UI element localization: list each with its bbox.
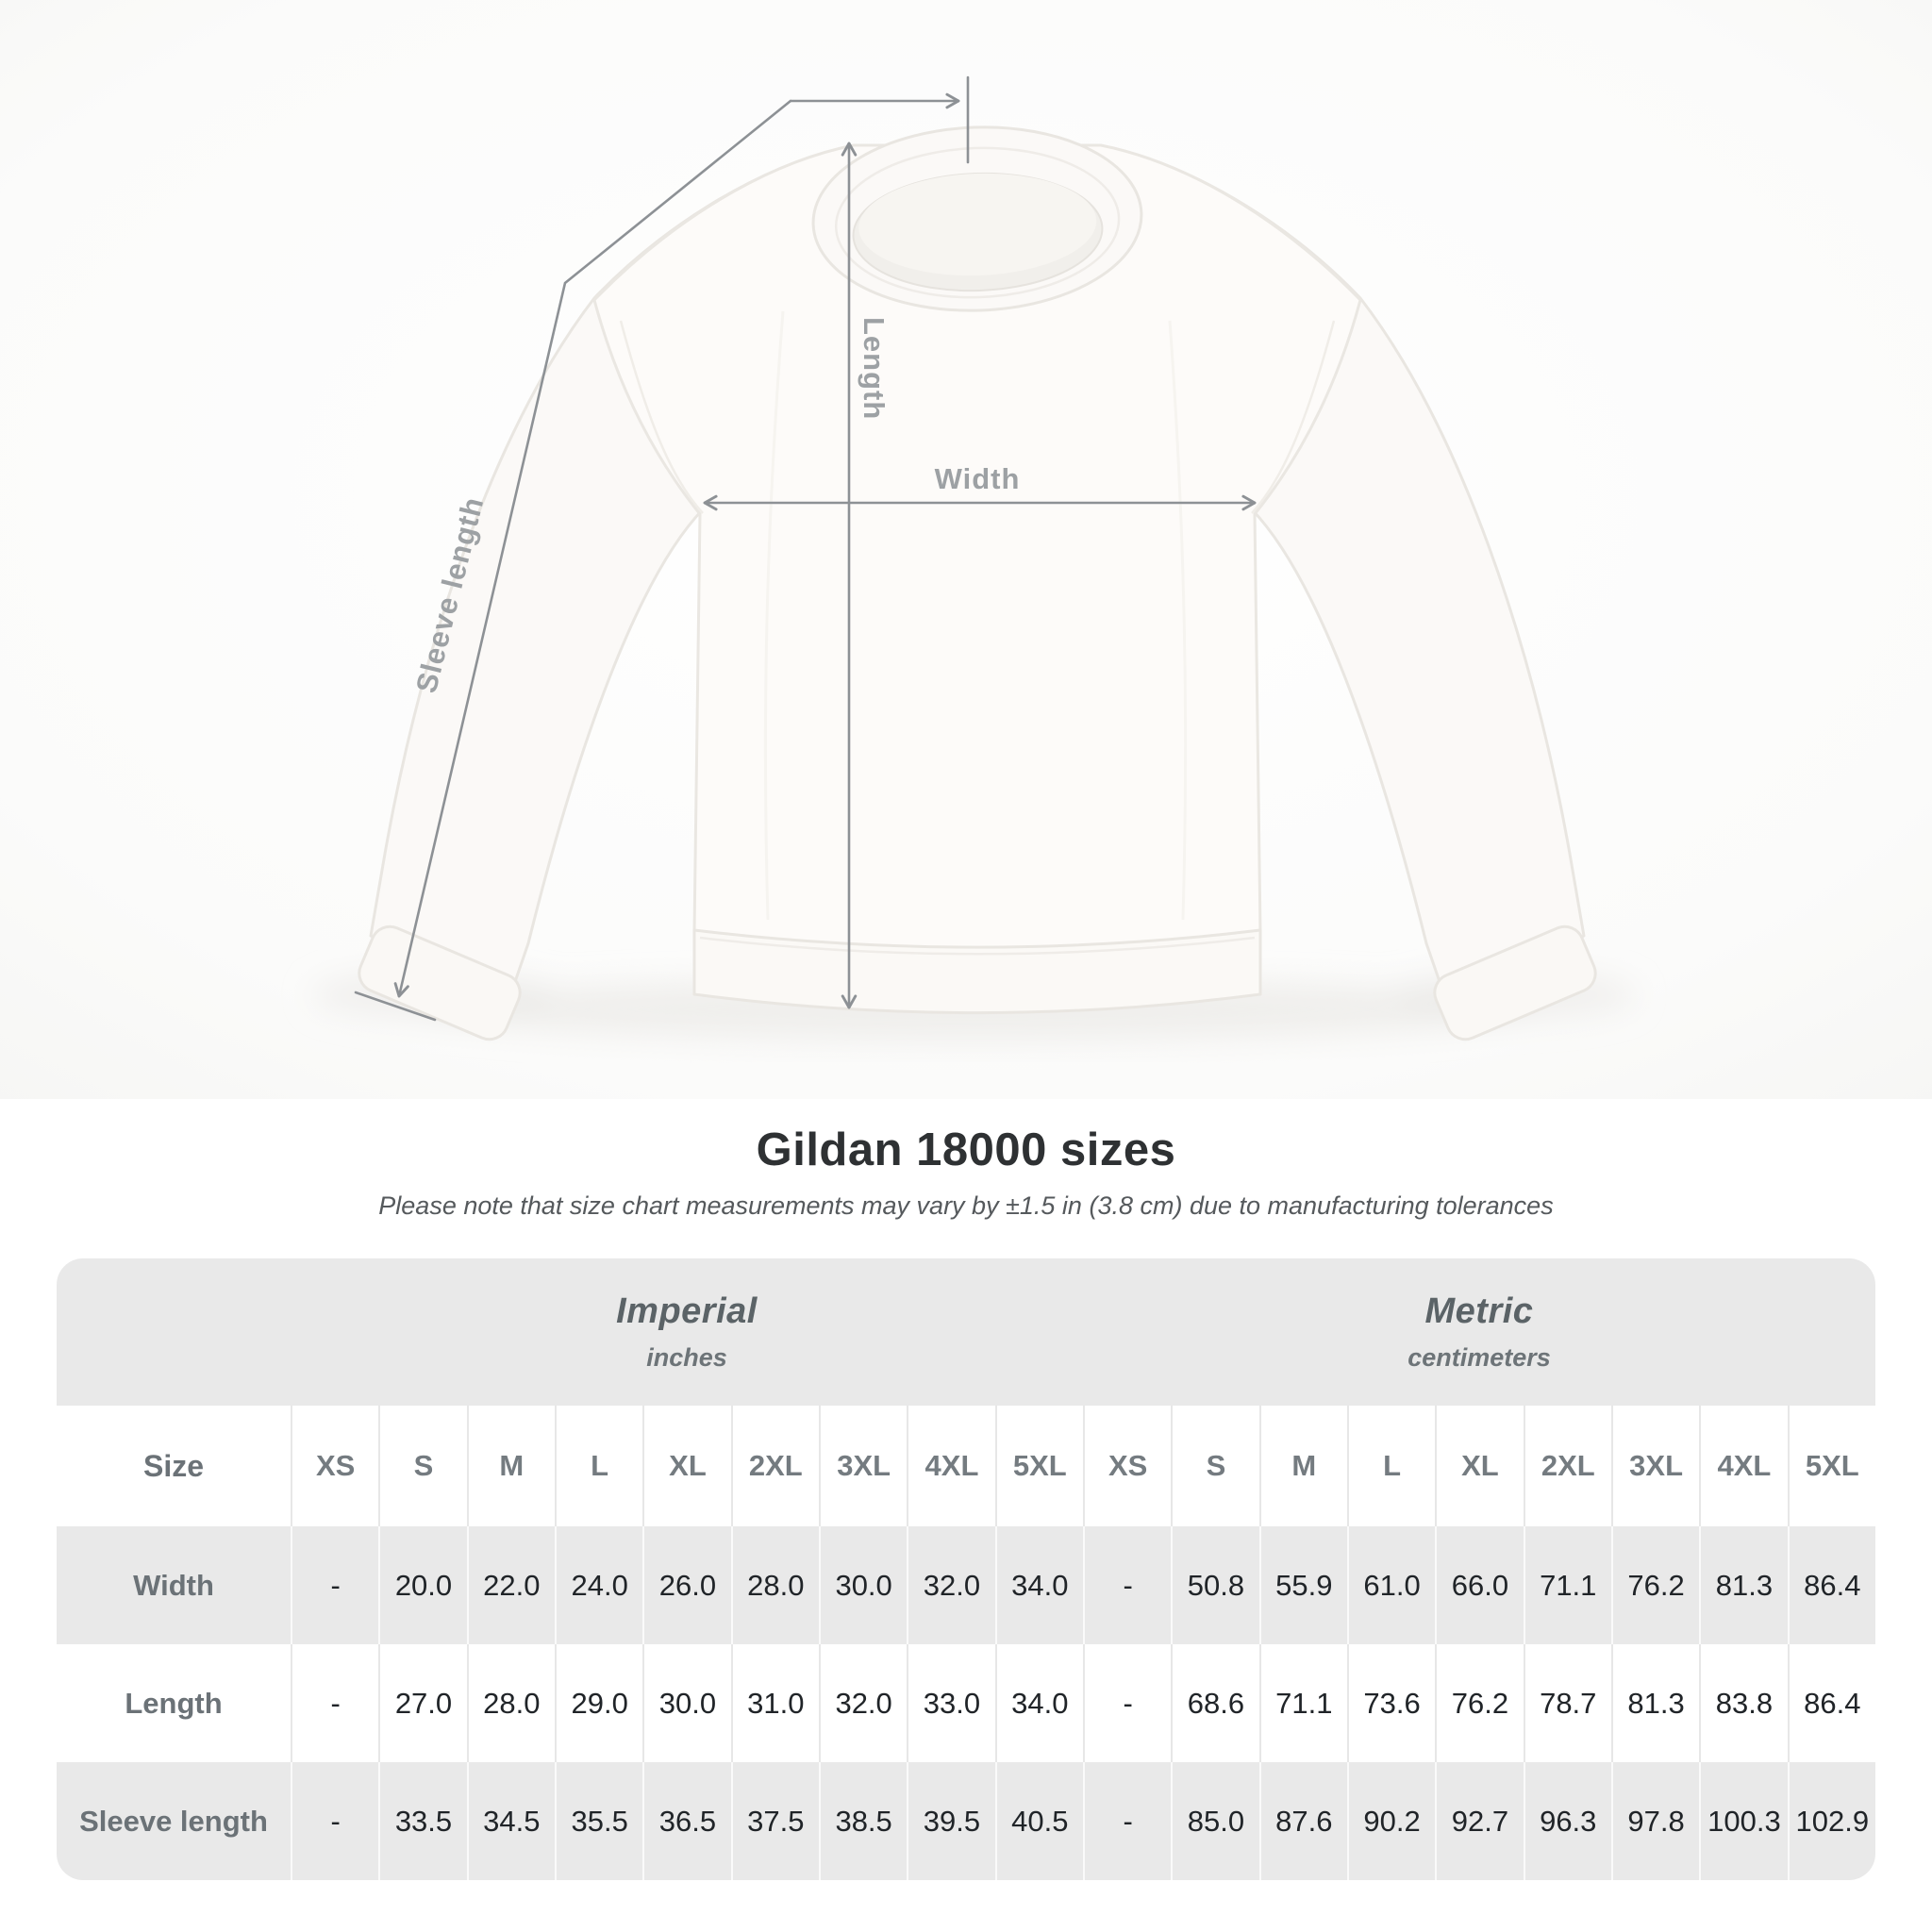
size-column-header: 4XL	[1699, 1406, 1787, 1526]
measurement-cell: 34.0	[995, 1526, 1083, 1644]
size-column-header: 5XL	[995, 1406, 1083, 1526]
measurement-cell: 102.9	[1788, 1762, 1875, 1880]
measurement-cell: -	[1083, 1762, 1171, 1880]
measurement-cell: 24.0	[555, 1526, 642, 1644]
measurement-cell: 55.9	[1259, 1526, 1347, 1644]
width-annotation-label: Width	[934, 462, 1021, 495]
measurement-cell: 86.4	[1788, 1526, 1875, 1644]
measurement-cell: 28.0	[467, 1644, 555, 1762]
size-column-header: S	[378, 1406, 466, 1526]
table-row	[57, 1762, 1875, 1880]
measurement-cell: 40.5	[995, 1762, 1083, 1880]
unit-header-row	[57, 1258, 1875, 1406]
size-column-header: 3XL	[1611, 1406, 1699, 1526]
size-column-header: L	[1347, 1406, 1435, 1526]
measurement-cell: 86.4	[1788, 1644, 1875, 1762]
imperial-unit-label: inches	[646, 1343, 727, 1372]
measurement-cell: 26.0	[642, 1526, 730, 1644]
size-column-header: XL	[1435, 1406, 1523, 1526]
measurement-cell: 33.0	[907, 1644, 994, 1762]
table-row	[57, 1644, 1875, 1762]
row-label: Width	[57, 1526, 291, 1644]
measurement-cell: 22.0	[467, 1526, 555, 1644]
size-column-header: 5XL	[1788, 1406, 1875, 1526]
measurement-cell: -	[291, 1644, 378, 1762]
measurement-cell: 28.0	[731, 1526, 819, 1644]
measurement-cell: 50.8	[1171, 1526, 1258, 1644]
sleeve-annotation-label: Sleeve length	[409, 492, 491, 696]
page-title: Gildan 18000 sizes	[756, 1124, 1176, 1175]
measurement-cell: 71.1	[1259, 1644, 1347, 1762]
measurement-cell: 90.2	[1347, 1762, 1435, 1880]
unit-header-blank-cell	[57, 1258, 291, 1406]
size-column-header: XS	[291, 1406, 378, 1526]
imperial-group-header	[291, 1258, 1083, 1406]
tolerance-note: Please note that size chart measurements may vary by ±1.5 in (3.8 cm) due to manufacturing tolerances	[378, 1191, 1554, 1220]
measurement-cell: 39.5	[907, 1762, 994, 1880]
measurement-cell: 100.3	[1699, 1762, 1787, 1880]
measurement-cell: -	[1083, 1526, 1171, 1644]
measurement-cell: 38.5	[819, 1762, 907, 1880]
measurement-cell: -	[291, 1526, 378, 1644]
measurement-cell: 73.6	[1347, 1644, 1435, 1762]
measurement-cell: 61.0	[1347, 1526, 1435, 1644]
measurement-cell: 34.0	[995, 1644, 1083, 1762]
metric-group-header	[1083, 1258, 1875, 1406]
measurement-cell: 81.3	[1699, 1526, 1787, 1644]
measurement-cell: 30.0	[642, 1644, 730, 1762]
size-column-header: 4XL	[907, 1406, 994, 1526]
measurement-cell: -	[1083, 1644, 1171, 1762]
measurement-cell: 76.2	[1611, 1526, 1699, 1644]
size-column-header: XS	[1083, 1406, 1171, 1526]
row-label: Sleeve length	[57, 1762, 291, 1880]
measurement-cell: 85.0	[1171, 1762, 1258, 1880]
measurement-cell: 20.0	[378, 1526, 466, 1644]
measurement-cell: 87.6	[1259, 1762, 1347, 1880]
size-column-header: S	[1171, 1406, 1258, 1526]
row-label: Length	[57, 1644, 291, 1762]
size-column-header: 3XL	[819, 1406, 907, 1526]
size-column-header: L	[555, 1406, 642, 1526]
measurement-cell: 81.3	[1611, 1644, 1699, 1762]
measurement-cell: 33.5	[378, 1762, 466, 1880]
metric-unit-label: centimeters	[1407, 1343, 1551, 1372]
measurement-cell: 31.0	[731, 1644, 819, 1762]
measurement-cell: 32.0	[907, 1526, 994, 1644]
length-annotation-label: Length	[858, 317, 891, 421]
measurement-cell: 96.3	[1524, 1762, 1611, 1880]
measurement-cell: 71.1	[1524, 1526, 1611, 1644]
measurement-cell: 76.2	[1435, 1644, 1523, 1762]
size-column-header: 2XL	[731, 1406, 819, 1526]
measurement-cell: 35.5	[555, 1762, 642, 1880]
measurement-cell: 29.0	[555, 1644, 642, 1762]
measurement-cell: 32.0	[819, 1644, 907, 1762]
size-header-row	[57, 1406, 1875, 1526]
size-column-header: 2XL	[1524, 1406, 1611, 1526]
size-table	[57, 1258, 1875, 1880]
measurement-cell: 27.0	[378, 1644, 466, 1762]
measurement-cell: 34.5	[467, 1762, 555, 1880]
measurement-cell: 97.8	[1611, 1762, 1699, 1880]
metric-label: Metric	[1424, 1291, 1534, 1331]
measurement-cell: 83.8	[1699, 1644, 1787, 1762]
size-row-label: Size	[57, 1406, 291, 1526]
table-row	[57, 1526, 1875, 1644]
measurement-cell: 30.0	[819, 1526, 907, 1644]
measurement-cell: -	[291, 1762, 378, 1880]
measurement-cell: 92.7	[1435, 1762, 1523, 1880]
measurement-cell: 66.0	[1435, 1526, 1523, 1644]
size-column-header: M	[467, 1406, 555, 1526]
measurement-cell: 36.5	[642, 1762, 730, 1880]
measurement-cell: 78.7	[1524, 1644, 1611, 1762]
size-column-header: M	[1259, 1406, 1347, 1526]
size-column-header: XL	[642, 1406, 730, 1526]
imperial-label: Imperial	[616, 1291, 758, 1331]
measurement-cell: 37.5	[731, 1762, 819, 1880]
measurement-cell: 68.6	[1171, 1644, 1258, 1762]
